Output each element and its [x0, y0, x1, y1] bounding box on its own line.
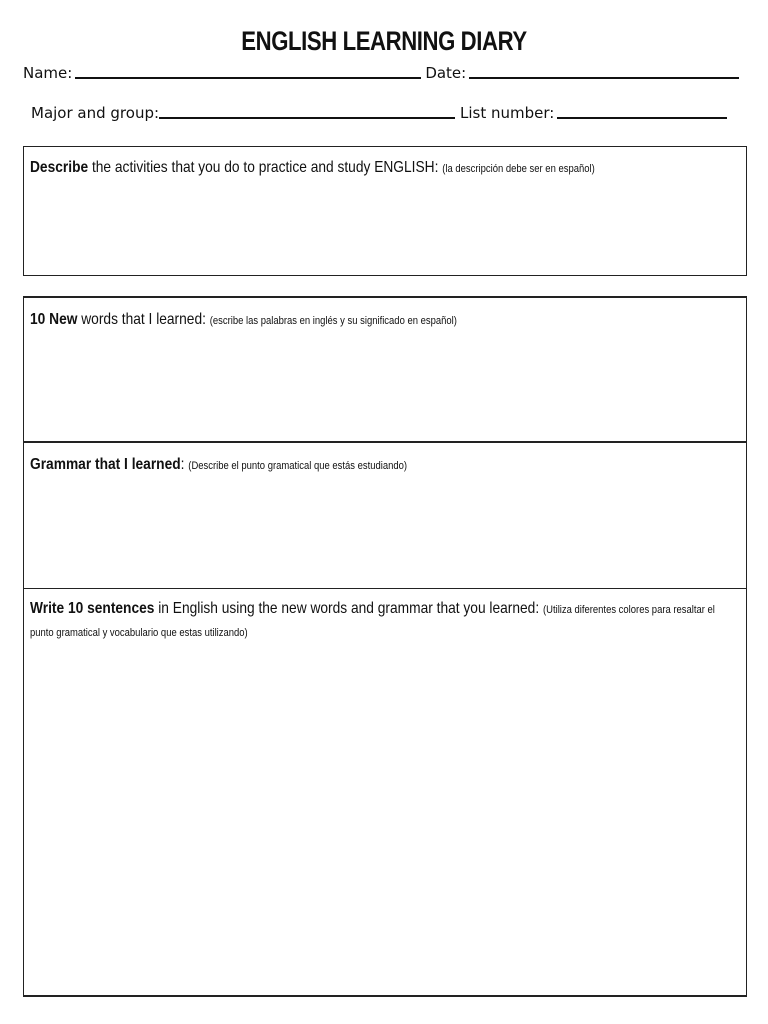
list-number-field[interactable]: [557, 117, 727, 119]
grammar-text: :: [180, 456, 189, 473]
describe-text: the activities that you do to practice and study ENGLISH:: [88, 159, 443, 176]
learning-box: [23, 296, 747, 997]
describe-note: (la descripción debe ser en español): [442, 163, 595, 175]
sentences-section[interactable]: [24, 589, 746, 995]
page-title: ENGLISH LEARNING DIARY: [241, 26, 527, 56]
new-words-bold: 10 New: [30, 311, 78, 328]
sentences-text: in English using the new words and grammar that you learned:: [154, 600, 543, 617]
date-field[interactable]: [469, 77, 739, 79]
describe-prompt: [30, 157, 727, 180]
sentences-bold: Write 10 sentences: [30, 600, 155, 617]
major-list-row: [31, 104, 727, 122]
new-words-text: words that I learned:: [77, 311, 210, 328]
describe-box[interactable]: [23, 146, 747, 276]
grammar-bold: Grammar that I learned: [30, 456, 181, 473]
grammar-note: (Describe el punto gramatical que estás estudiando): [188, 460, 408, 472]
name-label: Name:: [23, 64, 73, 82]
grammar-section[interactable]: [24, 443, 746, 589]
sentences-prompt: [30, 598, 727, 644]
new-words-note: (escribe las palabras en inglés y su significado en español): [209, 315, 457, 327]
date-label: Date:: [425, 64, 467, 82]
major-group-field[interactable]: [159, 117, 455, 119]
new-words-prompt: [30, 309, 727, 332]
name-field[interactable]: [75, 77, 421, 79]
describe-bold: Describe: [30, 159, 89, 176]
list-number-label: List number:: [460, 104, 555, 122]
major-group-label: Major and group:: [31, 104, 160, 122]
new-words-section[interactable]: [24, 298, 746, 443]
name-date-row: [23, 64, 739, 82]
sentences-note: (Utiliza diferentes colores para resaltar el punto gramatical y vocabulario que estas utilizando): [30, 604, 715, 639]
grammar-prompt: [30, 454, 727, 477]
